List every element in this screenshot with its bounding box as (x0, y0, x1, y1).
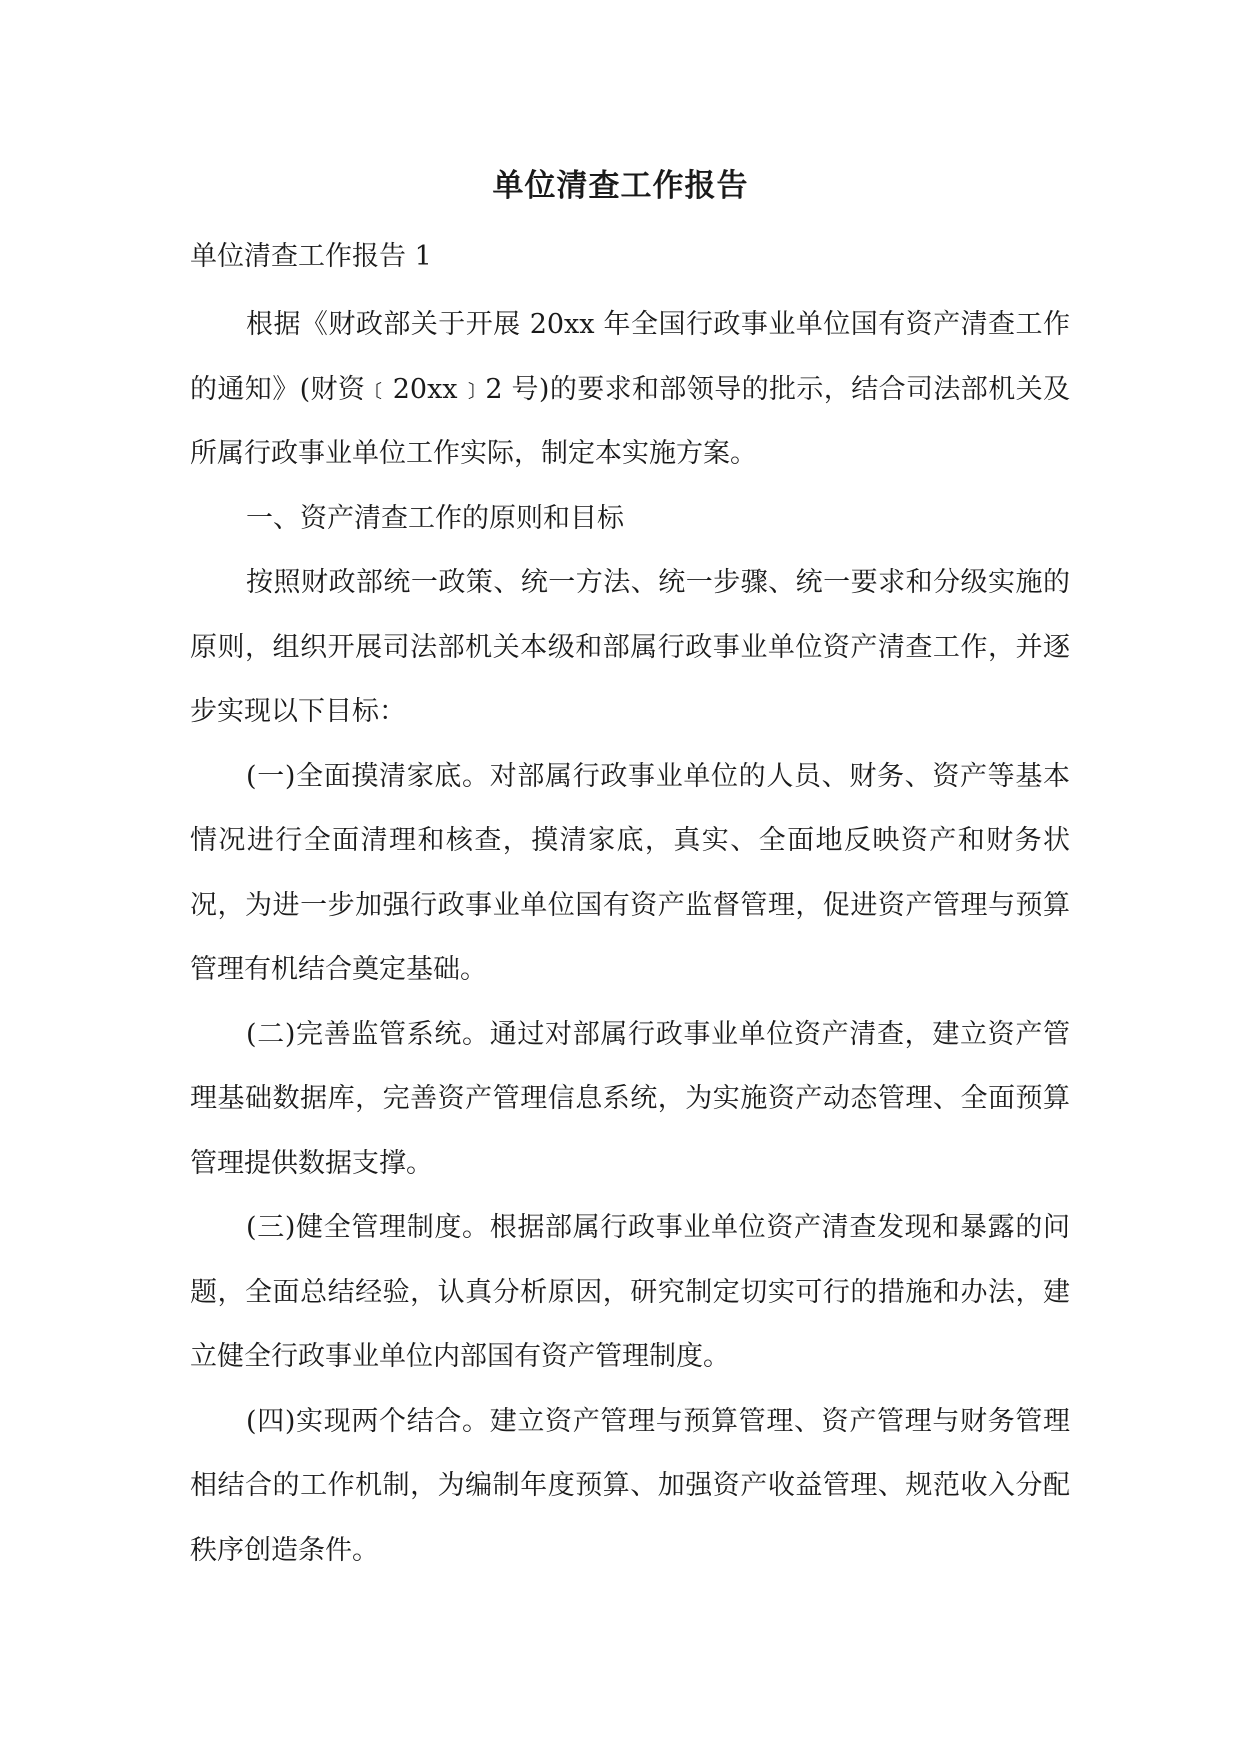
document-subtitle: 单位清查工作报告 1 (190, 241, 432, 272)
document-body (190, 293, 1070, 1583)
paragraph: (四)实现两个结合。建立资产管理与预算管理、资产管理与财务管理相结合的工作机制，为编制年度预算、加强资产收益管理、规范收入分配秩序创造条件。 (190, 1405, 1070, 1566)
paragraph: 按照财政部统一政策、统一方法、统一步骤、统一要求和分级实施的原则，组织开展司法部机关本级和部属行政事业单位资产清查工作，并逐步实现以下目标： (190, 567, 1070, 727)
paragraph: 根据《财政部关于开展 20xx 年全国行政事业单位国有资产清查工作的通知》(财资﹝20xx﹞2 号)的要求和部领导的批示，结合司法部机关及所属行政事业单位工作实际，制定本实施方案。 (190, 309, 1070, 469)
document-title: 单位清查工作报告 (492, 168, 749, 204)
paragraph: (一)全面摸清家底。对部属行政事业单位的人员、财务、资产等基本情况进行全面清理和核查，摸清家底，真实、全面地反映资产和财务状况，为进一步加强行政事业单位国有资产监督管理，促进资产管理与预算管理有机结合奠定基础。 (190, 760, 1070, 985)
paragraph: (三)健全管理制度。根据部属行政事业单位资产清查发现和暴露的问题，全面总结经验，认真分析原因，研究制定切实可行的措施和办法，建立健全行政事业单位内部国有资产管理制度。 (190, 1212, 1070, 1372)
section-heading: 一、资产清查工作的原则和目标 (246, 502, 624, 534)
paragraph: (二)完善监管系统。通过对部属行政事业单位资产清查，建立资产管理基础数据库，完善资产管理信息系统，为实施资产动态管理、全面预算管理提供数据支撑。 (190, 1018, 1070, 1179)
